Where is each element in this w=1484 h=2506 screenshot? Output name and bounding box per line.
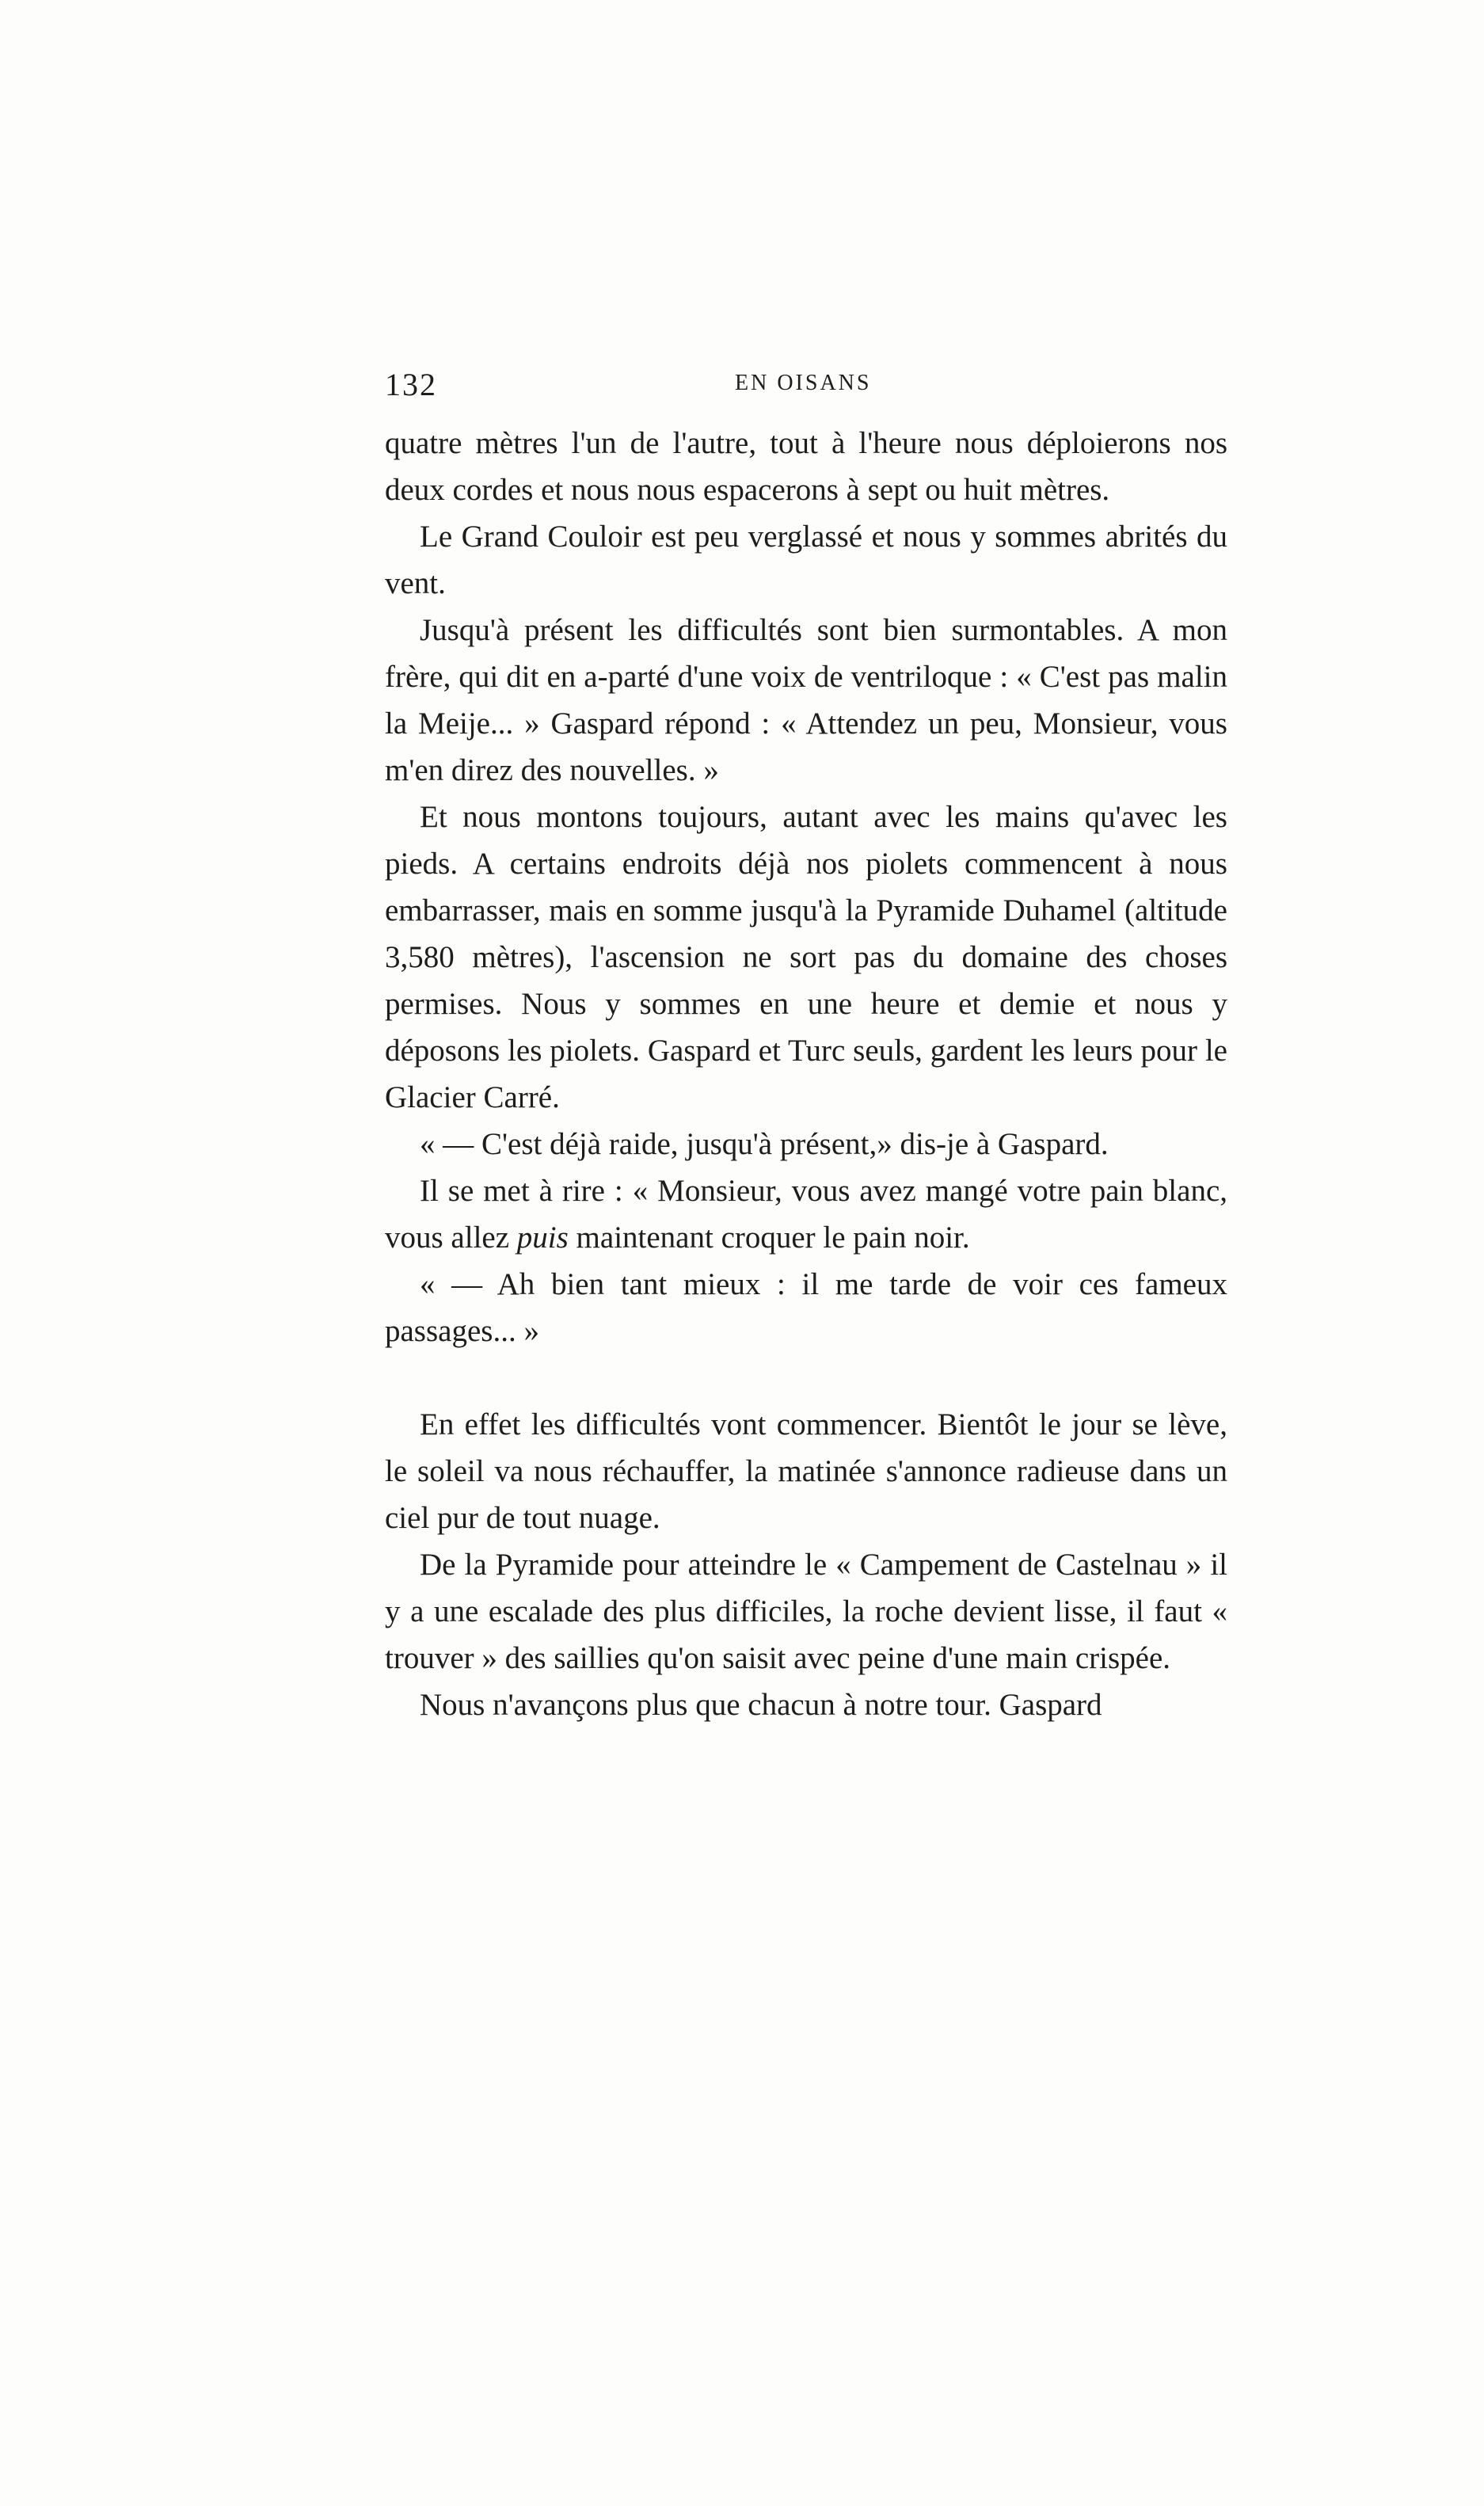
paragraph-rire [385,1167,1227,1261]
paragraph-difficultes: Jusqu'à présent les difficultés sont bien surmontables. A mon frère, qui dit en a-parté d'une voix de ventriloque : « C'est pas malin la Meije... » Gaspard répond : « Attendez un peu, Monsieur, vous m'en direz des nouvelles. » [385,613,1227,787]
running-head-title: EN OISANS [735,371,872,395]
paragraph-rire-after: maintenant croquer le pain noir. [568,1221,970,1255]
paragraph-raide: « — C'est déjà raide, jusqu'à présent,» dis-je à Gaspard. [420,1127,1109,1161]
paragraph-grand-couloir: Le Grand Couloir est peu verglassé et nous y sommes abrités du vent. [385,520,1227,600]
paragraph-tant-mieux: « — Ah bien tant mieux : il me tarde de voir ces fameux passages... » [385,1267,1227,1348]
paragraph-continuation: quatre mètres l'un de l'autre, tout à l'heure nous déploierons nos deux cordes et nous nous espacerons à sept ou huit mètres. [385,426,1227,507]
paragraph-montons: Et nous montons toujours, autant avec les mains qu'avec les pieds. A certains endroits déjà nos piolets commencent à nous embarrasser, mais en somme jusqu'à la Pyramide Duhamel (altitude 3,580 mètres), l'ascension ne sort pas du domaine des choses permises. Nous y sommes en une heure et demie et nous y déposons les piolets. Gaspard et Turc seuls, gardent les leurs pour le Glacier Carré. [385,800,1227,1114]
paragraph-avancons: Nous n'avançons plus que chacun à notre tour. Gaspard [420,1688,1102,1722]
paragraph-rire-before: Il se met à rire : « Monsieur, vous avez mangé votre pain blanc, vous allez [385,1174,1227,1255]
page-number: 132 [385,367,437,402]
italic-word: puis [516,1221,569,1255]
paragraph-pyramide: De la Pyramide pour atteindre le « Campement de Castelnau » il y a une escalade des plus difficiles, la roche devient lisse, il faut « trouver » des saillies qu'on saisit avec peine d'une main crispée. [385,1548,1227,1675]
paragraph-en-effet: En effet les difficultés vont commencer. Bientôt le jour se lève, le soleil va nous réchauffer, la matinée s'annonce radieuse dans un ciel pur de tout nuage. [385,1407,1227,1535]
body-text [385,420,1227,1728]
running-head [385,366,1227,406]
